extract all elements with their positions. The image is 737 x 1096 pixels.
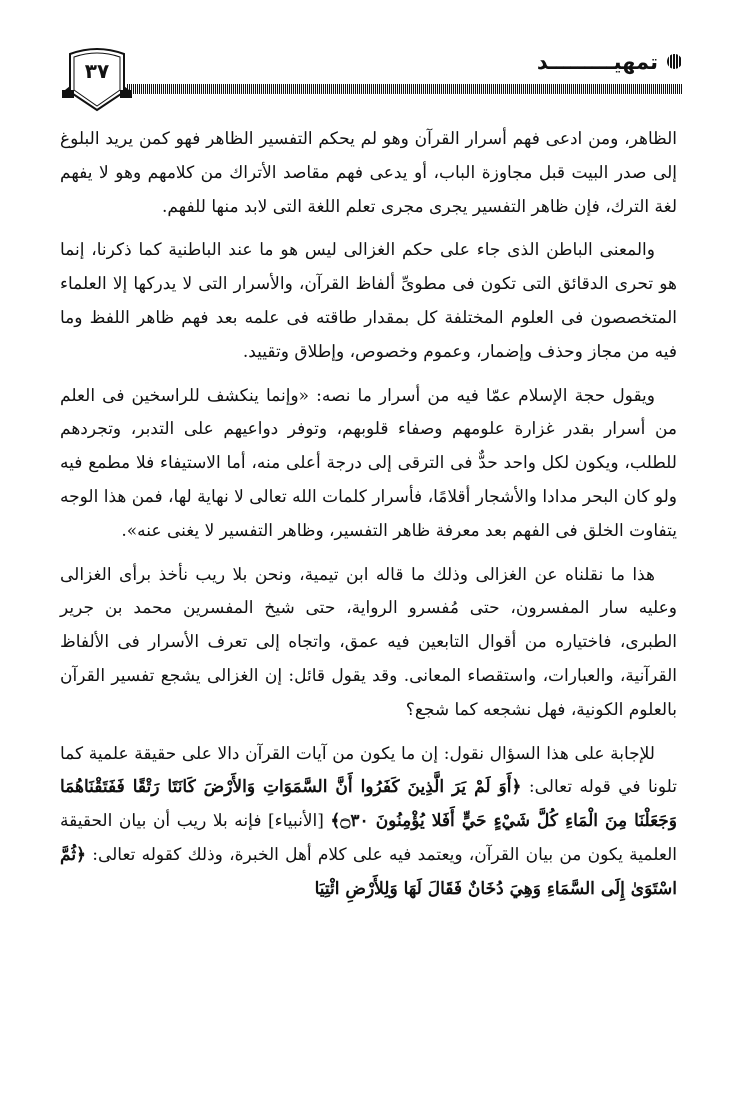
paragraph-5-middle: فإنه بلا ريب أن بيان الحقيقة العلمية يكون من بيان القرآن، ويعتمد فيه على كلام أهل الخبرة، وذلك كقوله تعالى:: [60, 811, 677, 865]
page-header: [52, 46, 682, 116]
running-title: تمهيـــــــــد: [536, 50, 658, 74]
quran-verse-1: ﴿أَوَ لَمْ يَرَ الَّذِينَ كَفَرُوا أَنَّ السَّمَوَاتِ وَالأَرْضَ كَانَتَا رَتْقًا فَفَتَقْنَاهُمَا وَجَعَلْنَا مِنَ الْمَاءِ كُلَّ شَيْءٍ حَيٍّ أَفَلا يُؤْمِنُونَ ۝٣٠﴾: [60, 777, 678, 832]
header-rule: [127, 84, 682, 94]
ornament-icon: [667, 54, 682, 69]
page-body: [60, 123, 677, 917]
paragraph-2: والمعنى الباطن الذى جاء على حكم الغزالى ليس هو ما عند الباطنية كما ذكرنا، إنما هو تحرى الدقائق التى تكون فى مطوىِّ ألفاظ القرآن، والأسرار التى لا يدركها إلا العلماء المتخصصون فى العلوم المختلفة كل بمقدار طاقته فى علمه بعد فهم ظاهر اللفظ وما فيه من مجاز وحذف وإضمار، وعموم وخصوص، وإطلاق وتقييد.: [60, 240, 677, 362]
page-number: ٣٧: [84, 59, 110, 83]
verse-1-reference: [الأنبياء]: [261, 811, 331, 832]
paragraph-1: الظاهر، ومن ادعى فهم أسرار القرآن وهو لم يحكم التفسير الظاهر فهو كمن يريد البلوغ إلى صدر البيت قبل مجاوزة الباب، أو يدعى فهم مقاصد الأتراك من كلامهم وهو لا يفهم لغة الترك، فإن ظاهر التفسير يجرى مجرى تعلم اللغة التى لابد منها للفهم.: [60, 129, 677, 217]
page-number-badge: [62, 46, 132, 112]
paragraph-3: ويقول حجة الإسلام عمّا فيه من أسرار ما نصه: «وإنما ينكشف للراسخين فى العلم من أسرار بقدر غزارة علومهم وصفاء قلوبهم، وتوفر دواعيهم على التدبر، وتجردهم للطلب، ويكون لكل واحد حدٌّ فى الترقى إلى درجة أعلى منه، أما الاستيفاء فلا مطمع فيه ولو كان البحر مدادا والأشجار أقلامًا، فأسرار كلمات الله تعالى لا نهاية لها، فمن هذا الوجه يتفاوت الخلق فى الفهم بعد معرفة ظاهر التفسير، وظاهر التفسير لا يغنى عنه».: [60, 385, 677, 541]
quran-verse-2: ﴿ثُمَّ اسْتَوَىٰ إِلَى السَّمَاءِ وَهِيَ دُخَانٌ فَقَالَ لَهَا وَلِلأَرْضِ ائْتِيَا: [60, 844, 677, 899]
paragraph-5-intro: للإجابة على هذا السؤال نقول: إن ما يكون من آيات القرآن دالا على حقيقة علمية كما تلونا في قوله تعالى:: [60, 743, 678, 798]
paragraph-5: [60, 738, 677, 907]
paragraph-4: هذا ما نقلناه عن الغزالى وذلك ما قاله ابن تيمية، ونحن بلا ريب نأخذ برأى الغزالى وعليه سار المفسرون، حتى مُفسرو الرواية، حتى شيخ المفسرين محمد بن جرير الطبرى، فاختياره من أقوال التابعين فيه عمق، واتجاه إلى تعرف الأسرار فى الألفاظ القرآنية، والعبارات، واستقصاء المعانى. وقد يقول قائل: إن الغزالى يشجع تفسير القرآن بالعلوم الكونية، فهل نشجعه كما شجع؟: [60, 564, 677, 720]
